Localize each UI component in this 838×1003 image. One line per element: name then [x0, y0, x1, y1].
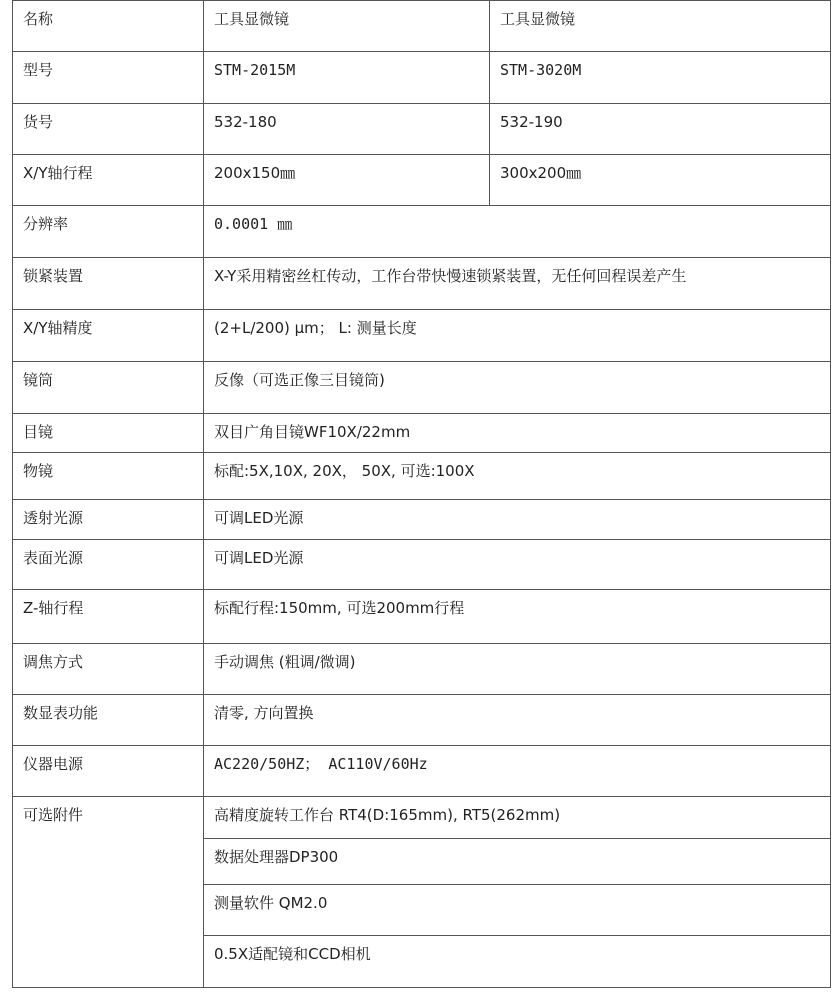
row-label: 可选附件: [13, 797, 204, 988]
table-row: [13, 206, 831, 258]
row-value: STM-3020M: [490, 52, 831, 104]
table-row: [13, 104, 831, 155]
table-row: [13, 500, 831, 540]
row-label: 锁紧装置: [13, 258, 204, 310]
row-label: 调焦方式: [13, 644, 204, 695]
table-row: [13, 590, 831, 644]
row-label: 表面光源: [13, 540, 204, 590]
table-row: [13, 1, 831, 52]
row-value: 双目广角目镜WF10X/22mm: [204, 414, 831, 453]
row-label: 镜筒: [13, 362, 204, 414]
row-value: 工具显微镜: [204, 1, 490, 52]
row-label: 目镜: [13, 414, 204, 453]
table-row: [13, 746, 831, 797]
row-label: 数显表功能: [13, 695, 204, 746]
row-value: 清零, 方向置换: [204, 695, 831, 746]
row-label: 名称: [13, 1, 204, 52]
row-label: 物镜: [13, 453, 204, 500]
row-value: 532-190: [490, 104, 831, 155]
table-row: [13, 310, 831, 362]
table-row: [13, 695, 831, 746]
row-value: 工具显微镜: [490, 1, 831, 52]
row-value: 反像（可选正像三目镜筒): [204, 362, 831, 414]
option-item: 0.5X适配镜和CCD相机: [204, 936, 831, 988]
table-row: [13, 414, 831, 453]
row-value: 0.0001 ㎜: [204, 206, 831, 258]
row-label: 仪器电源: [13, 746, 204, 797]
row-label: 货号: [13, 104, 204, 155]
option-item: 测量软件 QM2.0: [204, 885, 831, 936]
row-value: 标配行程:150mm, 可选200mm行程: [204, 590, 831, 644]
row-label: 分辨率: [13, 206, 204, 258]
table-row: [13, 453, 831, 500]
row-label: X/Y轴行程: [13, 155, 204, 206]
row-label: Z-轴行程: [13, 590, 204, 644]
row-value: AC220/50HZ； AC110V/60Hz: [204, 746, 831, 797]
row-value: 300x200㎜: [490, 155, 831, 206]
row-value: 可调LED光源: [204, 500, 831, 540]
row-value: STM-2015M: [204, 52, 490, 104]
table-row: [13, 155, 831, 206]
table-row: [13, 362, 831, 414]
table-row: [13, 258, 831, 310]
table-row: [13, 540, 831, 590]
row-label: 型号: [13, 52, 204, 104]
row-value: X-Y采用精密丝杠传动，工作台带快慢速锁紧装置，无任何回程误差产生: [204, 258, 831, 310]
row-value: (2+L/200) μm； L: 测量长度: [204, 310, 831, 362]
row-value: 532-180: [204, 104, 490, 155]
option-item: 高精度旋转工作台 RT4(D:165mm), RT5(262mm): [204, 797, 831, 839]
row-value: 200x150㎜: [204, 155, 490, 206]
row-label: X/Y轴精度: [13, 310, 204, 362]
spec-table: [12, 0, 831, 988]
table-row: [13, 644, 831, 695]
option-item: 数据处理器DP300: [204, 839, 831, 885]
row-value: 可调LED光源: [204, 540, 831, 590]
row-value: 手动调焦 (粗调/微调): [204, 644, 831, 695]
table-row: [13, 797, 831, 839]
row-value: 标配:5X,10X, 20X， 50X, 可选:100X: [204, 453, 831, 500]
table-row: [13, 52, 831, 104]
row-label: 透射光源: [13, 500, 204, 540]
